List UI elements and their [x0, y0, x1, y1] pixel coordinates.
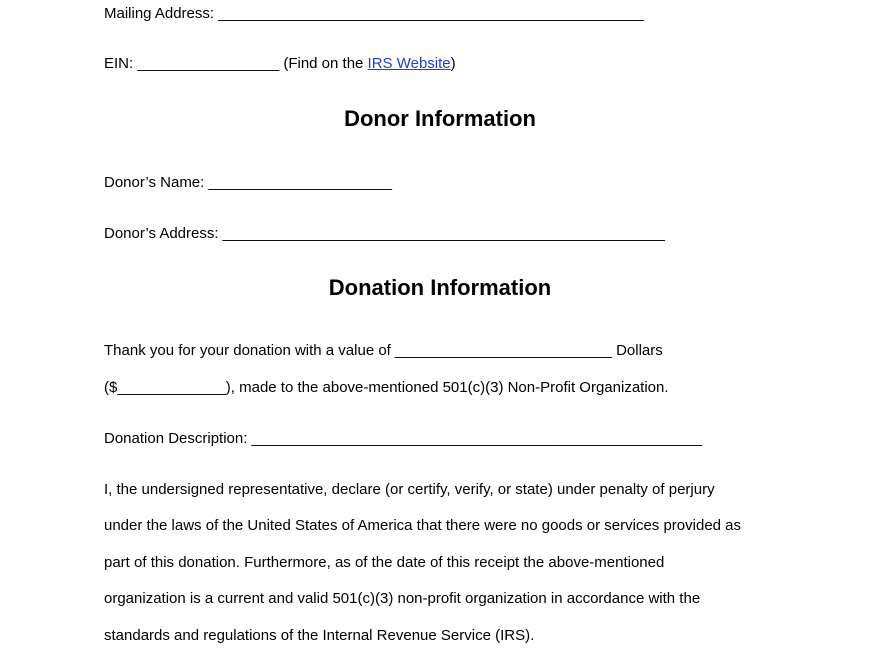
mailing-address-field[interactable]: Mailing Address: ___________________________________________________ [104, 5, 644, 22]
ein-field [104, 54, 456, 74]
donation-information-heading: Donation Information [328, 275, 552, 300]
ein-label[interactable]: EIN: _________________ (Find on the [104, 55, 368, 72]
declaration-line-5: standards and regulations of the Internal Revenue Service (IRS). [104, 627, 535, 644]
declaration-line-4: organization is a current and valid 501(c)(3) non-profit organization in accordance with the [104, 590, 701, 607]
donation-value-line[interactable]: Thank you for your donation with a value of __________________________ Dollars [104, 342, 663, 359]
donation-amount-line[interactable]: ($_____________), made to the above-mentioned 501(c)(3) Non-Profit Organization. [104, 379, 669, 396]
donation-description-field[interactable]: Donation Description: ______________________________________________________ [104, 430, 703, 447]
donor-information-heading: Donor Information [344, 106, 536, 131]
irs-website-link[interactable]: IRS Website [367, 55, 451, 72]
declaration-line-2: under the laws of the United States of America that there were no goods or services provided as [104, 517, 742, 534]
donor-address-field[interactable]: Donor’s Address: _____________________________________________________ [104, 225, 665, 242]
declaration-line-1: I, the undersigned representative, declare (or certify, verify, or state) under penalty of perjury [104, 481, 715, 498]
declaration-line-3: part of this donation. Furthermore, as of the date of this receipt the above-mentioned [104, 554, 665, 571]
donor-name-field[interactable]: Donor’s Name: ______________________ [104, 174, 393, 191]
ein-suffix: ) [450, 55, 456, 72]
